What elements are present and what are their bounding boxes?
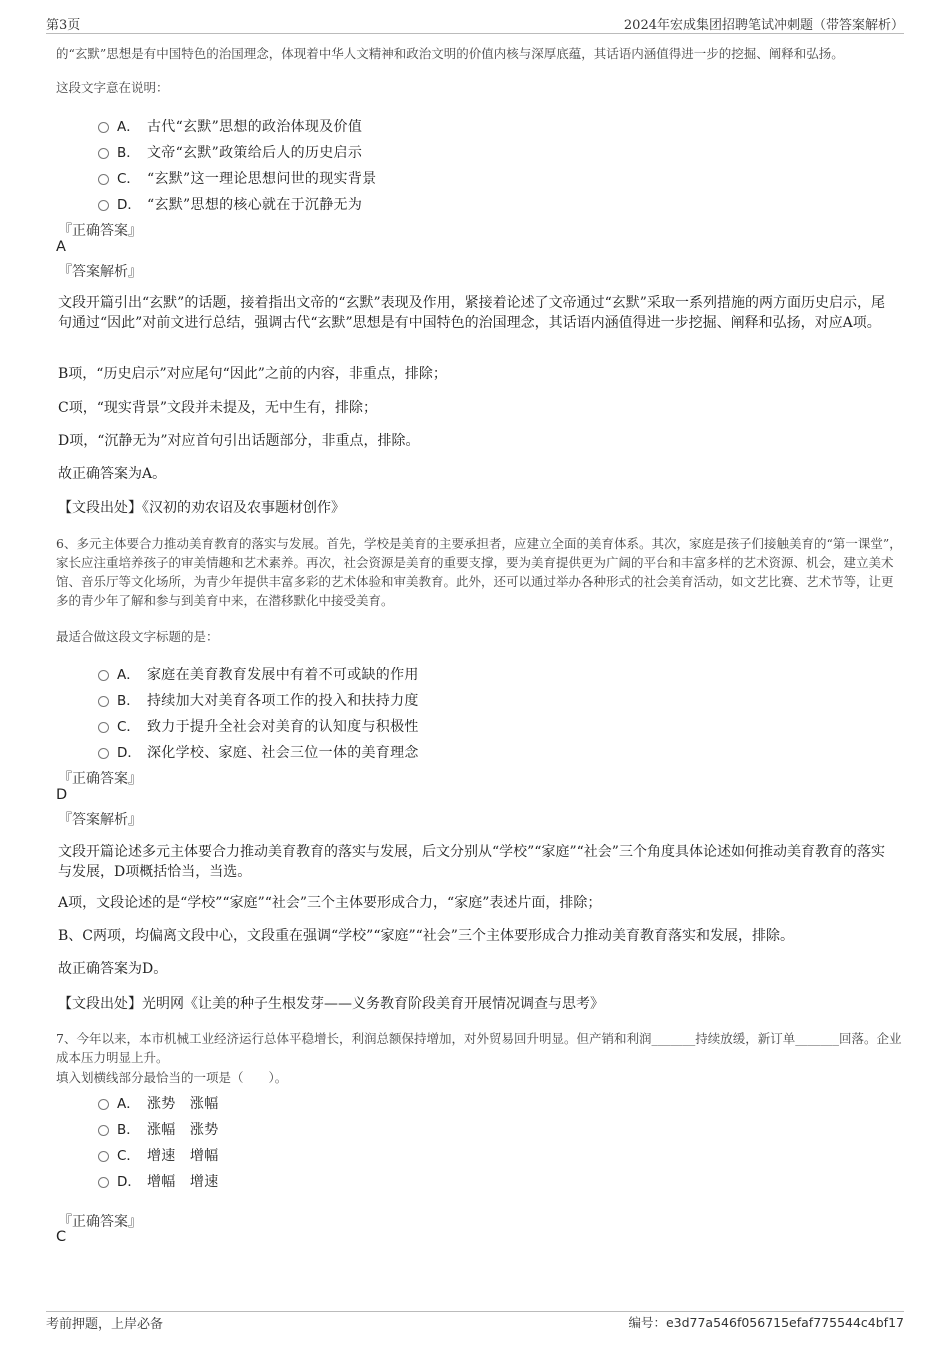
q5-analysis-label: 『答案解析』 [58, 264, 142, 280]
q5-option-d[interactable]: D． “玄默”思想的核心就在于沉静无为 [98, 193, 362, 214]
q6-analysis-para: B、C两项，均偏离文段中心，文段重在强调“学校”“家庭”“社会”三个主体要形成合力推动美育教育落实和发展，排除。 [58, 928, 794, 944]
q7-option-b[interactable]: B． 涨幅 涨势 [98, 1118, 219, 1139]
radio-icon[interactable] [98, 670, 109, 681]
radio-icon[interactable] [98, 748, 109, 759]
q6-option-d[interactable]: D． 深化学校、家庭、社会三位一体的美育理念 [98, 741, 419, 762]
q5-analysis-para: C项，“现实背景”文段并未提及，无中生有，排除； [58, 400, 378, 416]
q5-option-c[interactable]: C． “玄默”这一理论思想问世的现实背景 [98, 167, 376, 188]
radio-icon[interactable] [98, 722, 109, 733]
q6-answer-label: 『正确答案』 [58, 771, 142, 787]
radio-icon[interactable] [98, 1125, 109, 1136]
q5-answer: A [56, 239, 66, 255]
q6-answer: D [56, 787, 68, 803]
q7-answer: C [56, 1229, 67, 1245]
radio-icon[interactable] [98, 1099, 109, 1110]
q5-prompt: 这段文字意在说明： [56, 80, 169, 95]
q5-option-b[interactable]: B． 文帝“玄默”政策给后人的历史启示 [98, 141, 362, 162]
q6-analysis-para: A项，文段论述的是“学校”“家庭”“社会”三个主体要形成合力，“家庭”表述片面，排除； [58, 895, 602, 911]
q6-option-c[interactable]: C． 致力于提升全社会对美育的认知度与积极性 [98, 715, 419, 736]
footer-slogan: 考前押题，上岸必备 [46, 1317, 164, 1332]
q5-source: 【文段出处】《汉初的劝农诏及农事题材创作》 [58, 500, 345, 516]
q7-option-a[interactable]: A． 涨势 涨幅 [98, 1092, 219, 1113]
radio-icon[interactable] [98, 1151, 109, 1162]
q6-prompt: 最适合做这段文字标题的是： [56, 629, 219, 644]
q5-passage-tail: 的“玄默”思想是有中国特色的治国理念，体现着中华人文精神和政治文明的价值内核与深厚底蕴，其话语内涵值得进一步的挖掘、阐释和弘扬。 [56, 46, 844, 61]
q7-prompt: 填入划横线部分最恰当的一项是（ ）。 [56, 1070, 288, 1085]
radio-icon[interactable] [98, 148, 109, 159]
footer-document-code: 编号：e3d77a546f056715efaf775544c4bf17 [628, 1315, 904, 1330]
document-title: 2024年宏成集团招聘笔试冲刺题（带答案解析） [623, 18, 904, 33]
radio-icon[interactable] [98, 1177, 109, 1188]
radio-icon[interactable] [98, 696, 109, 707]
q5-analysis-para: 文段开篇引出“玄默”的话题，接着指出文帝的“玄默”表现及作用，紧接着论述了文帝通过“玄默”采取一系列措施的两方面历史启示，尾句通过“因此”对前文进行总结，强调古代“玄默”思想是有中国特色的治国理念，其话语内涵值得进一步挖掘、阐释和弘扬，对应A项。 [58, 295, 885, 331]
radio-icon[interactable] [98, 122, 109, 133]
q6-analysis-label: 『答案解析』 [58, 812, 142, 828]
q6-analysis-para: 故正确答案为D。 [58, 961, 168, 977]
q6-passage: 6、多元主体要合力推动美育教育的落实与发展。首先，学校是美育的主要承担者，应建立全面的美育体系。其次，家庭是孩子们接触美育的“第一课堂”，家长应注重培养孩子的审美情趣和艺术素养。再次，社会资源是美育的重要支撑，要为美育提供更为广阔的平台和丰富多样的艺术资源、机会，建立美术馆、音乐厅等文化场所，为青少年提供丰富多彩的艺术体验和审美教育。此外，还可以通过举办各种形式的社会美育活动，如文艺比赛、艺术节等，让更多的青少年了解和参与到美育中来，在潜移默化中接受美育。 [56, 536, 902, 608]
page-number: 第3页 [46, 18, 81, 33]
q6-analysis-para: 文段开篇论述多元主体要合力推动美育教育的落实与发展，后文分别从“学校”“家庭”“社会”三个角度具体论述如何推动美育教育的落实与发展，D项概括恰当，当选。 [58, 844, 885, 880]
q5-answer-label: 『正确答案』 [58, 223, 142, 239]
q6-option-a[interactable]: A． 家庭在美育教育发展中有着不可或缺的作用 [98, 663, 419, 684]
q5-analysis-para: 故正确答案为A。 [58, 466, 167, 482]
header-divider [46, 33, 904, 34]
q5-analysis-para: B项，“历史启示”对应尾句“因此”之前的内容，非重点，排除； [58, 366, 447, 382]
footer-divider [46, 1311, 904, 1312]
q5-option-a[interactable]: A． 古代“玄默”思想的政治体现及价值 [98, 115, 362, 136]
q7-answer-label: 『正确答案』 [58, 1214, 142, 1230]
q6-option-b[interactable]: B． 持续加大对美育各项工作的投入和扶持力度 [98, 689, 419, 710]
q7-passage: 7、今年以来，本市机械工业经济运行总体平稳增长，利润总额保持增加，对外贸易回升明显。但产销和利润_______持续放缓，新订单_______回落。企业成本压力明显上升。 [56, 1031, 902, 1065]
radio-icon[interactable] [98, 200, 109, 211]
q6-source: 【文段出处】光明网《让美的种子生根发芽——义务教育阶段美育开展情况调查与思考》 [58, 996, 604, 1012]
q5-analysis-para: D项，“沉静无为”对应首句引出话题部分，非重点，排除。 [58, 433, 420, 449]
q7-option-d[interactable]: D． 增幅 增速 [98, 1170, 219, 1191]
radio-icon[interactable] [98, 174, 109, 185]
q7-option-c[interactable]: C． 增速 增幅 [98, 1144, 219, 1165]
